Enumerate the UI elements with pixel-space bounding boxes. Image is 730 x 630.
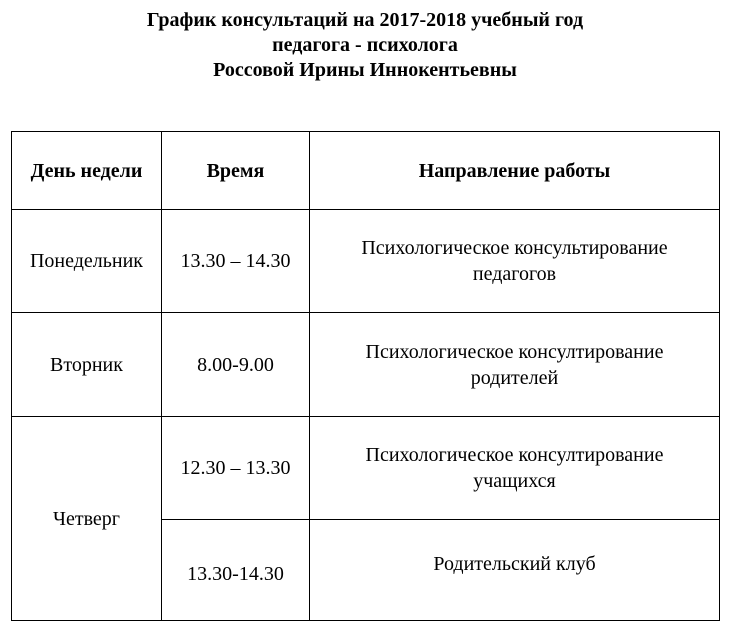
title-line-2: педагога - психолога: [272, 34, 458, 56]
title-line-3: Россовой Ирины Иннокентьевны: [213, 59, 517, 81]
header-direction: Направление работы: [310, 132, 720, 210]
header-time: Время: [162, 132, 310, 210]
direction-cell: [310, 520, 720, 621]
time-label: 13.30-14.30: [187, 563, 284, 585]
day-label: Четверг: [52, 507, 121, 530]
time-label: 13.30 – 14.30: [180, 250, 291, 272]
table-row: [12, 313, 720, 417]
direction-line-1: Родительский клуб: [433, 553, 596, 575]
time-cell: [162, 210, 310, 313]
document-title: [0, 8, 730, 83]
table-header-row: [12, 132, 720, 210]
day-cell: [12, 417, 162, 621]
day-label: Вторник: [50, 353, 123, 376]
consultation-schedule-table: [11, 131, 720, 621]
direction-line-2: учащихся: [473, 470, 556, 492]
time-cell: [162, 313, 310, 417]
time-cell: [162, 520, 310, 621]
direction-line-1: Психологическое консультирование: [361, 237, 668, 259]
direction-cell: [310, 417, 720, 520]
table-row: [12, 210, 720, 313]
day-cell: [12, 210, 162, 313]
time-cell: [162, 417, 310, 520]
direction-line-1: Психологическое консултирование: [365, 444, 664, 466]
direction-line-1: Психологическое консултирование: [365, 340, 664, 363]
direction-line-2: родителей: [470, 366, 559, 389]
table-row: [12, 417, 720, 520]
title-line-1: График консультаций на 2017-2018 учебный год: [146, 9, 584, 31]
direction-line-2: педагогов: [472, 263, 557, 285]
direction-cell: [310, 313, 720, 417]
day-label: Понедельник: [29, 250, 144, 272]
day-cell: [12, 313, 162, 417]
direction-cell: [310, 210, 720, 313]
header-day: День недели: [12, 132, 162, 210]
time-label: 12.30 – 13.30: [180, 457, 291, 479]
time-label: 8.00-9.00: [197, 353, 274, 376]
